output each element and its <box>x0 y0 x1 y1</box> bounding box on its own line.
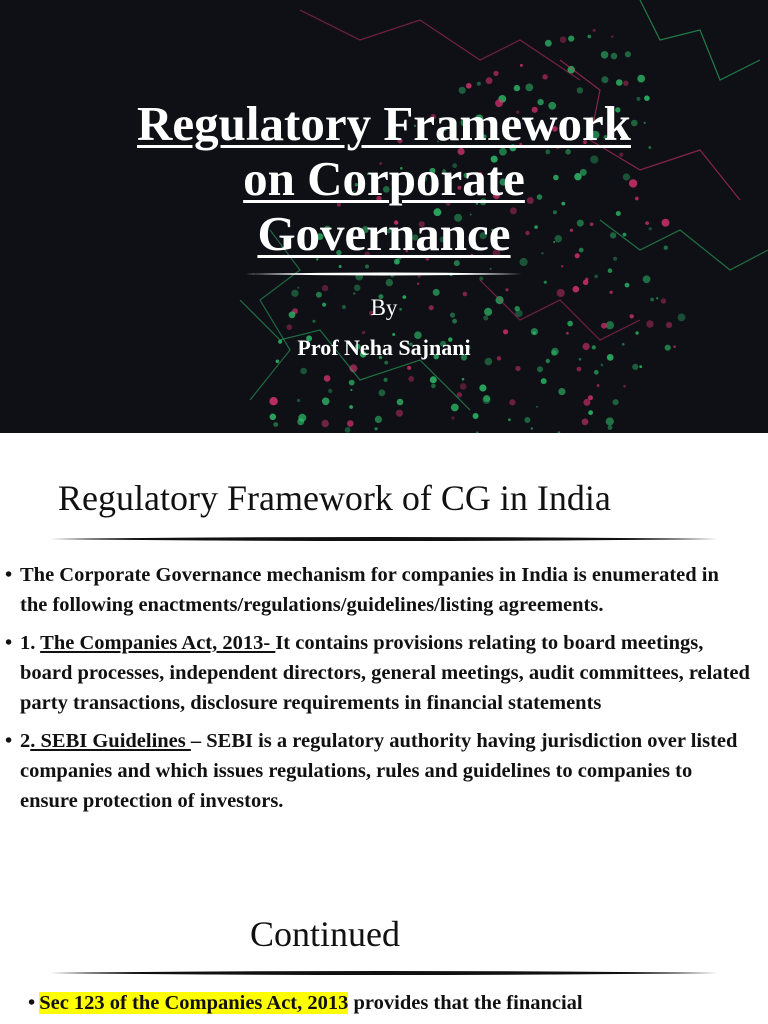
network-dot <box>606 321 614 329</box>
network-dot <box>536 406 538 408</box>
bullet-icon: • <box>5 632 13 654</box>
network-dot <box>608 425 613 430</box>
network-dot <box>537 366 543 372</box>
network-dot <box>611 35 613 37</box>
network-dot <box>493 71 498 76</box>
network-dot <box>505 288 508 291</box>
network-dot <box>593 29 596 32</box>
network-dot <box>473 413 479 419</box>
network-dot <box>345 427 351 433</box>
network-dot <box>560 36 567 43</box>
network-dot <box>637 75 645 83</box>
network-dot <box>417 283 419 285</box>
network-dot <box>347 420 354 427</box>
network-dot <box>625 51 631 57</box>
network-dot <box>520 64 523 67</box>
network-dot <box>588 35 592 39</box>
network-dot <box>339 265 342 268</box>
network-dot <box>561 265 563 267</box>
network-dot <box>646 320 653 327</box>
network-dot <box>408 376 414 382</box>
network-dot <box>354 285 361 292</box>
network-dot <box>583 399 590 406</box>
network-dot <box>479 277 483 281</box>
network-dot <box>558 388 565 395</box>
network-dot <box>533 331 536 334</box>
network-dot <box>544 281 547 284</box>
network-dot <box>451 404 459 412</box>
list-item <box>0 628 768 718</box>
network-dot <box>483 396 491 404</box>
network-dot <box>479 384 486 391</box>
network-dot <box>583 280 589 286</box>
network-dot <box>666 322 672 328</box>
network-dot <box>601 364 604 367</box>
network-dot <box>632 364 638 370</box>
network-dot <box>568 36 574 42</box>
bullet-text: provides that the financial <box>348 992 583 1014</box>
network-dot <box>542 74 547 79</box>
network-dot <box>616 79 623 86</box>
network-dot <box>623 81 628 86</box>
network-dot <box>611 53 618 60</box>
network-dot <box>577 367 582 372</box>
network-dot <box>269 397 277 405</box>
network-dot <box>324 375 331 382</box>
network-dot <box>477 82 481 86</box>
bullet-icon: • <box>5 730 13 752</box>
network-dot <box>515 366 520 371</box>
bullet-list <box>0 560 768 824</box>
sebi-guidelines-link[interactable]: . SEBI Guidelines <box>30 730 191 752</box>
network-dot <box>601 323 607 329</box>
network-dot <box>375 416 382 423</box>
network-dot <box>531 427 533 429</box>
network-dot <box>297 287 299 289</box>
network-dot <box>460 383 467 390</box>
slide-heading: Continued <box>250 914 400 954</box>
list-item <box>0 560 768 620</box>
network-dot <box>287 324 293 330</box>
title-line: Regulatory Framework <box>137 96 631 151</box>
network-dot <box>606 417 614 425</box>
bullet-text: The Corporate Governance mechanism for companies in India is enumerated in the following enactments/regulations/guidelines/listing agreements. <box>20 564 719 616</box>
network-dot <box>573 286 580 293</box>
network-dot <box>322 420 329 427</box>
network-dot <box>608 268 613 273</box>
network-dot <box>459 87 466 94</box>
network-dot <box>466 83 472 89</box>
network-dot <box>625 283 630 288</box>
network-dot <box>430 376 437 383</box>
network-dot <box>577 87 583 93</box>
network-dot <box>594 370 599 375</box>
network-dot <box>300 368 307 375</box>
network-dot <box>386 279 393 286</box>
network-dot <box>365 265 369 269</box>
content-slide-regulatory-framework <box>0 433 768 875</box>
network-dot <box>397 399 404 406</box>
outline-path <box>300 10 580 80</box>
network-dot <box>270 414 277 421</box>
network-dot <box>451 416 454 419</box>
network-dot <box>362 331 366 335</box>
author-name: Prof Neha Sajnani <box>297 335 471 360</box>
bullet-text: It contains provisions relating to board meetings, board processes, independent directors, general meetings, audit committees, related party transactions, disclosure requirements in financial statements <box>20 632 750 714</box>
slide-heading: Regulatory Framework of CG in India <box>58 478 611 518</box>
bullet-text: – SEBI is a regulatory authority having jurisdiction over listed companies and which issues regulations, rules and guidelines to companies to ensure protection of investors. <box>20 730 738 812</box>
network-dot <box>514 85 520 91</box>
highlighted-text: Sec 123 of the Companies Act, 2013 <box>39 992 349 1014</box>
network-dot <box>567 321 573 327</box>
network-dot <box>349 380 355 386</box>
bullet-number: 1. <box>20 632 41 654</box>
network-dot <box>524 417 530 423</box>
companies-act-link[interactable]: The Companies Act, 2013- <box>40 632 276 654</box>
bullet-icon: • <box>28 992 36 1014</box>
content-slide-continued <box>0 875 768 1024</box>
heading-rule <box>50 969 718 977</box>
network-dot <box>541 378 547 384</box>
bullet-number: 2 <box>20 730 31 752</box>
network-dot <box>509 399 515 405</box>
network-dot <box>503 329 508 334</box>
network-dot <box>297 418 304 425</box>
heading-rule <box>50 535 718 543</box>
network-dot <box>349 405 353 409</box>
network-dot <box>525 84 533 92</box>
network-dot <box>601 51 609 59</box>
network-dot <box>613 399 619 405</box>
network-dot <box>375 427 378 430</box>
title-line: on Corporate <box>243 151 525 206</box>
network-dot <box>594 275 598 279</box>
network-dot <box>609 291 612 294</box>
network-dot <box>297 399 300 402</box>
network-dot <box>384 378 388 382</box>
network-dot <box>508 418 511 421</box>
network-dot <box>407 366 411 370</box>
title-underline-decoration <box>246 271 522 277</box>
network-dot <box>431 384 436 389</box>
network-dot <box>396 410 403 417</box>
list-item <box>28 992 583 1015</box>
title-line: Governance <box>257 206 511 261</box>
network-dot <box>322 285 328 291</box>
network-dot <box>454 260 460 266</box>
network-dot <box>623 385 626 388</box>
network-dot <box>588 410 593 415</box>
network-dot <box>273 422 278 427</box>
network-dot <box>462 378 465 381</box>
network-dot <box>545 40 552 47</box>
network-dot <box>379 389 386 396</box>
presentation-title <box>0 96 768 261</box>
network-dot <box>384 361 388 365</box>
network-dot <box>582 419 589 426</box>
network-dot <box>350 389 352 391</box>
network-dot <box>490 268 492 270</box>
network-dot <box>486 77 493 84</box>
title-slide <box>0 0 768 433</box>
network-dot <box>643 275 651 283</box>
network-dot <box>601 76 608 83</box>
network-dot <box>328 389 332 393</box>
outline-path <box>640 0 760 80</box>
network-dot <box>639 365 642 368</box>
by-label: By <box>370 295 398 320</box>
network-dot <box>597 384 600 387</box>
network-dot <box>322 398 330 406</box>
list-item <box>0 726 768 816</box>
bullet-icon: • <box>5 564 13 586</box>
